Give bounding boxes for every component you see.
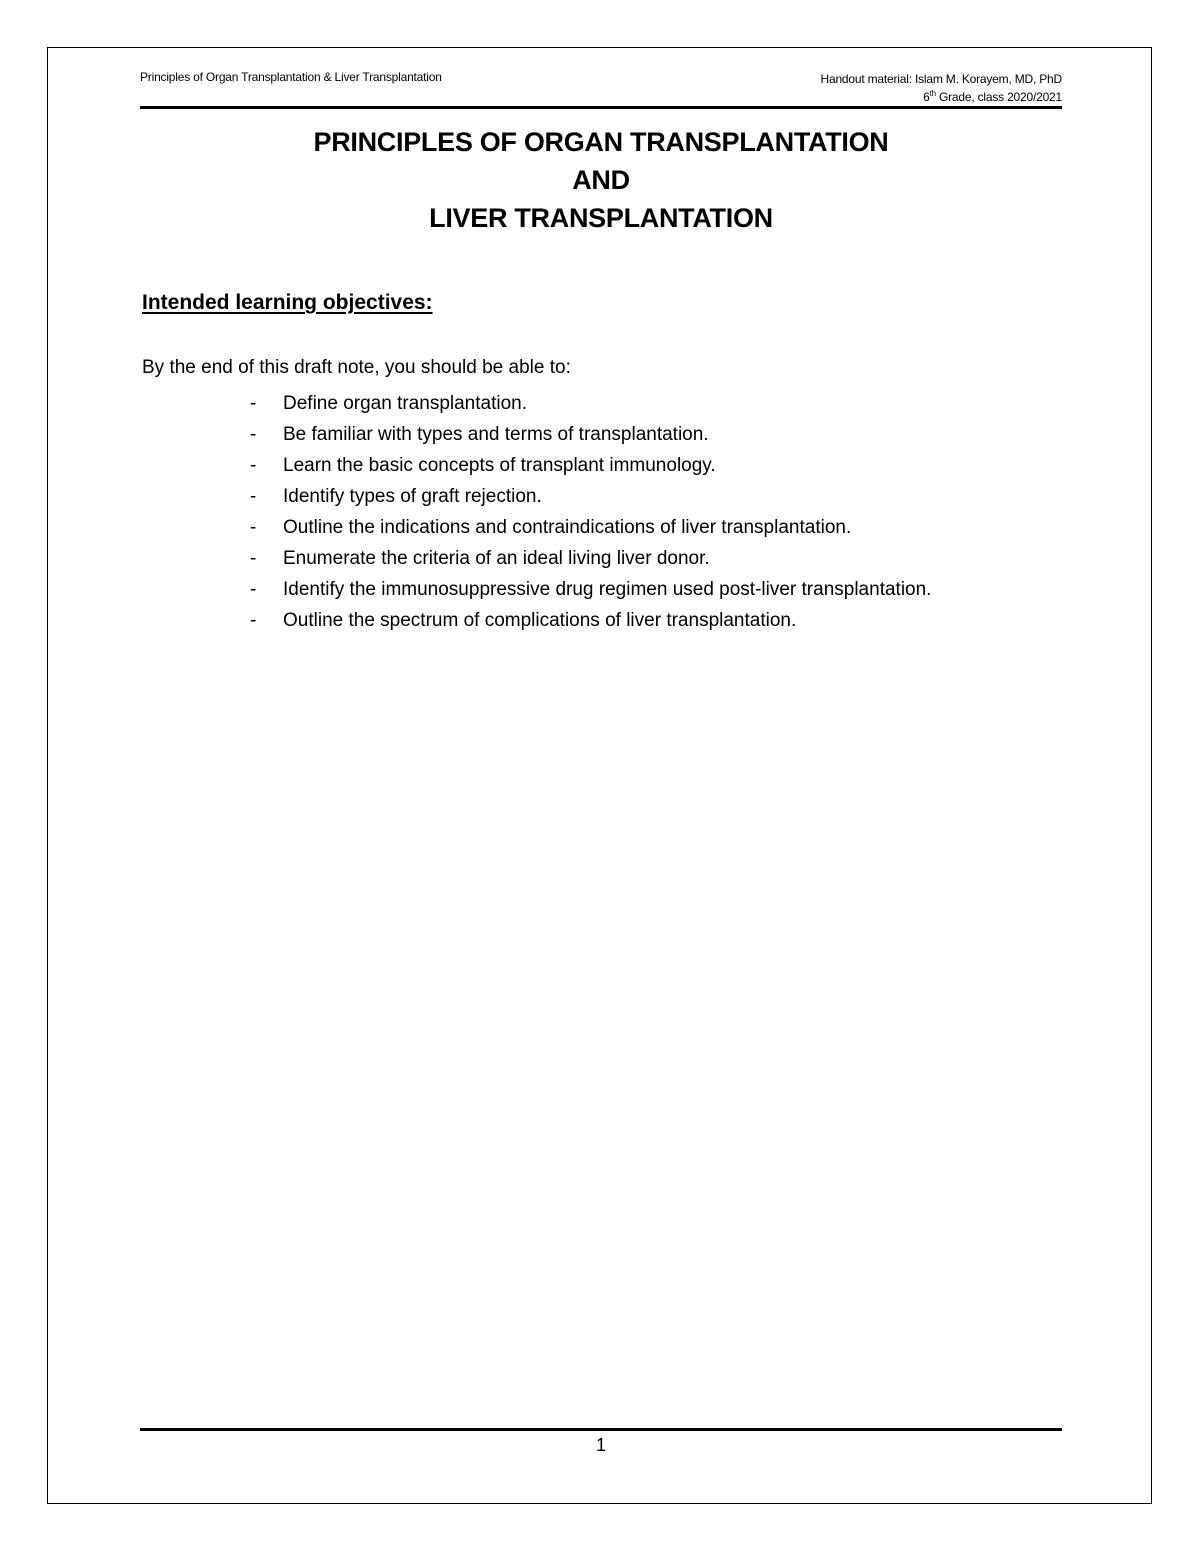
header-grade-suffix: th bbox=[929, 89, 936, 98]
list-item bbox=[250, 574, 1060, 605]
objective-text: Be familiar with types and terms of transplantation. bbox=[283, 424, 709, 445]
list-item bbox=[250, 450, 1060, 481]
objective-text: Define organ transplantation. bbox=[283, 393, 527, 414]
bullet-dash: - bbox=[250, 517, 257, 538]
page-number: 1 bbox=[595, 1435, 606, 1455]
header-left-title: Principles of Organ Transplantation & Liver Transplantation bbox=[140, 70, 442, 84]
bullet-dash: - bbox=[250, 610, 257, 631]
bullet-dash: - bbox=[250, 579, 257, 600]
list-item bbox=[250, 605, 1060, 636]
intro-sentence: By the end of this draft note, you should be able to: bbox=[142, 357, 571, 378]
header-right-block bbox=[821, 70, 1062, 106]
bullet-dash: - bbox=[250, 486, 257, 507]
list-item bbox=[250, 419, 1060, 450]
objective-text: Identify the immunosuppressive drug regimen used post-liver transplantation. bbox=[283, 579, 932, 600]
title-line-2: AND bbox=[572, 165, 630, 195]
objective-text: Enumerate the criteria of an ideal living liver donor. bbox=[283, 548, 710, 569]
list-item bbox=[250, 512, 1060, 543]
header-grade-rest: Grade, class 2020/2021 bbox=[935, 90, 1062, 104]
header-grade-number: 6 bbox=[923, 90, 930, 104]
title-line-1: PRINCIPLES OF ORGAN TRANSPLANTATION bbox=[313, 127, 889, 157]
document-title bbox=[140, 123, 1062, 237]
footer-divider bbox=[140, 1428, 1062, 1431]
bullet-dash: - bbox=[250, 548, 257, 569]
objectives-list bbox=[250, 388, 1060, 636]
list-item bbox=[250, 481, 1060, 512]
header-divider bbox=[140, 106, 1062, 109]
list-item bbox=[250, 543, 1060, 574]
page-border bbox=[47, 47, 1152, 1504]
bullet-dash: - bbox=[250, 393, 257, 414]
list-item bbox=[250, 388, 1060, 419]
bullet-dash: - bbox=[250, 424, 257, 445]
bullet-dash: - bbox=[250, 455, 257, 476]
header-grade-class bbox=[821, 88, 1062, 106]
objective-text: Outline the indications and contraindications of liver transplantation. bbox=[283, 517, 852, 538]
section-heading: Intended learning objectives: bbox=[142, 291, 433, 314]
header-author: Handout material: Islam M. Korayem, MD, PhD bbox=[820, 72, 1062, 86]
title-line-3: LIVER TRANSPLANTATION bbox=[429, 203, 773, 233]
objective-text: Outline the spectrum of complications of liver transplantation. bbox=[283, 610, 797, 631]
objective-text: Identify types of graft rejection. bbox=[283, 486, 542, 507]
objective-text: Learn the basic concepts of transplant immunology. bbox=[283, 455, 716, 476]
